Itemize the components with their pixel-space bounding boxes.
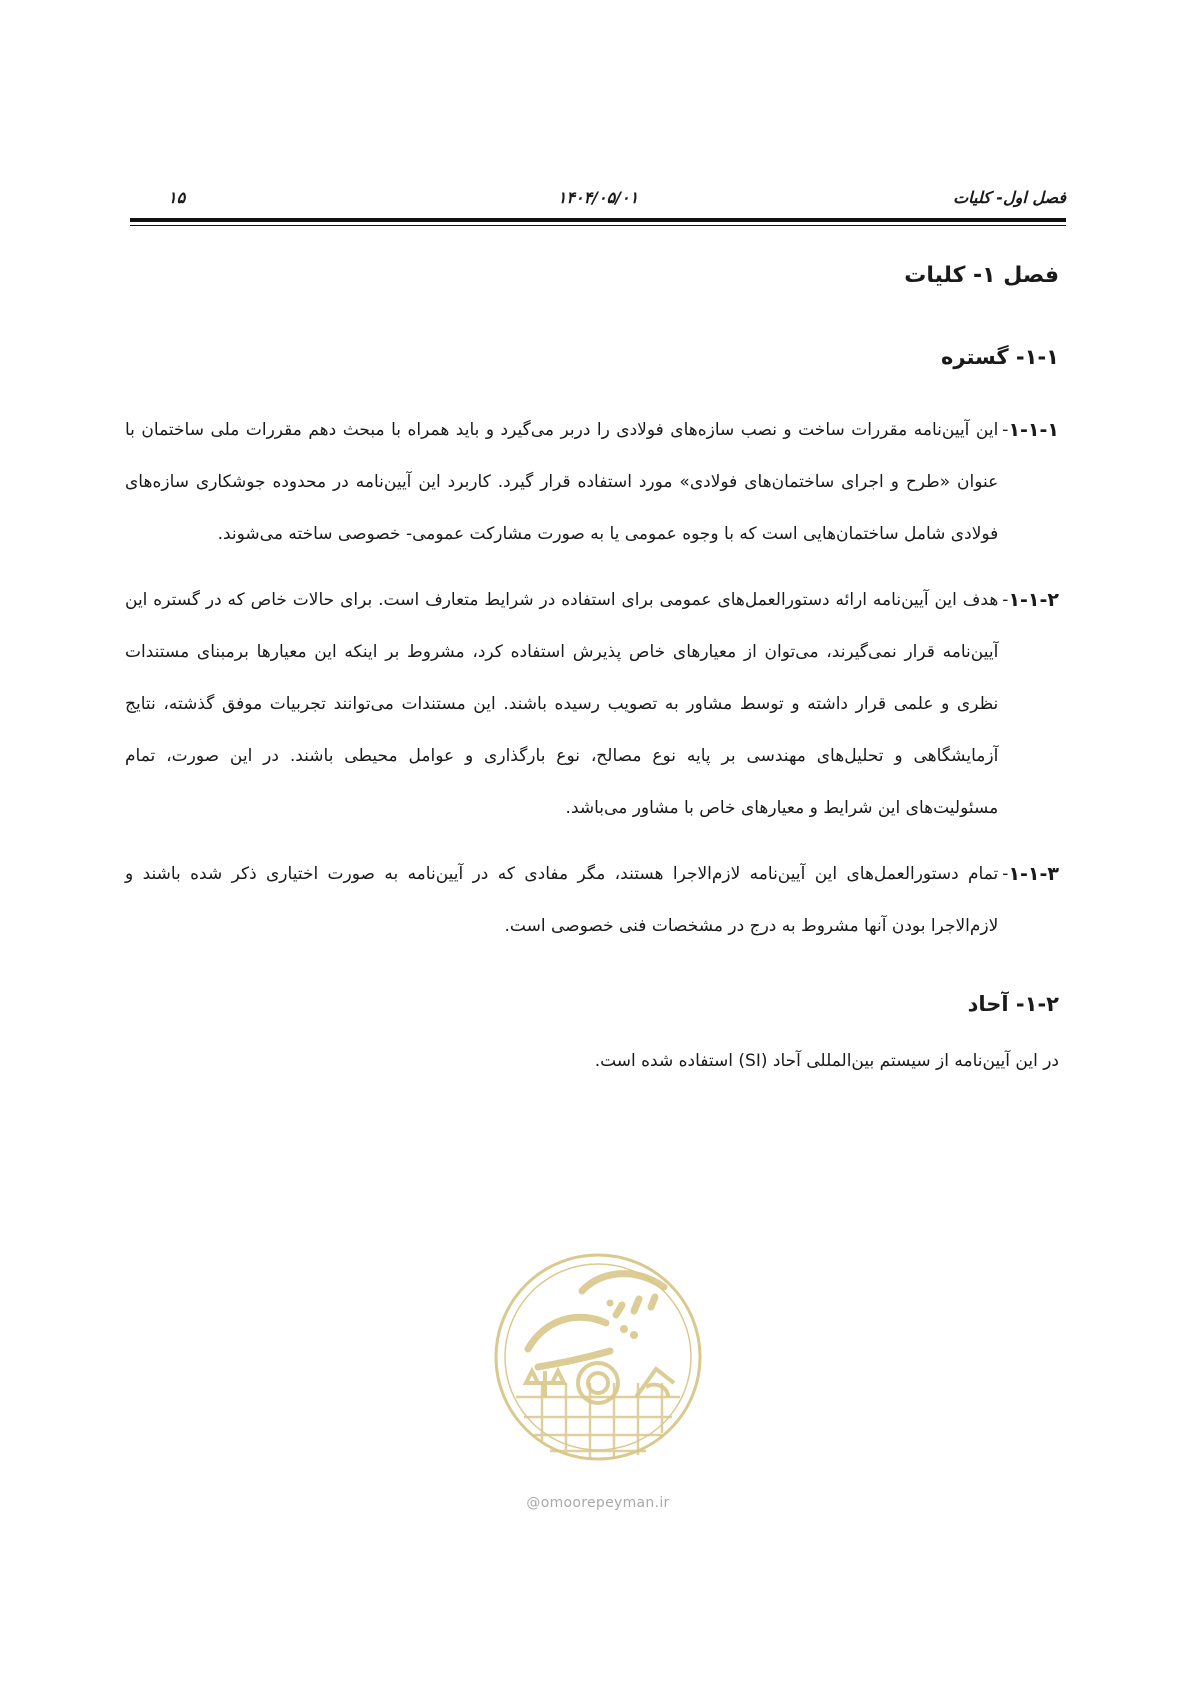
header-rule-thin [130, 225, 1066, 226]
clause-1-1-3 [125, 848, 1059, 952]
units-paragraph: در این آیین‌نامه از سیستم بین‌المللی آحاد (SI) استفاده شده است. [594, 1051, 1059, 1071]
at-icon: @ [526, 1495, 541, 1511]
page-header [130, 186, 1066, 210]
header-rule-thick [130, 218, 1066, 222]
clause-dash: - [1002, 420, 1009, 440]
watermark [486, 1237, 710, 1511]
clause-number: ۱-۱-۲ [1008, 589, 1059, 611]
clause-1-1-2 [125, 574, 1059, 834]
clause-1-1-1 [125, 404, 1059, 560]
page-content [125, 252, 1059, 1077]
clause-text: این آیین‌نامه مقررات ساخت و نصب سازه‌های فولادی را دربر می‌گیرد و باید همراه با مبحث دهم مقررات ملی ساختمان با عنوان «طرح و اجرای ساختمان‌های فولادی» مورد استفاده قرار گیرد. کاربرد این آیین‌نامه در محدوده جوشکاری سازه‌های فولادی شامل ساختمان‌هایی است که با وجوه عمومی یا به صورت مشارکت عمومی- خصوصی ساخته می‌شوند. [125, 420, 999, 544]
chapter-title: فصل ۱- کلیات [904, 263, 1059, 288]
watermark-logo-icon [486, 1237, 710, 1487]
header-date: ۱۴۰۴/۰۵/۰۱ [557, 188, 639, 207]
clause-text: تمام دستورالعمل‌های این آیین‌نامه لازم‌الاجرا هستند، مگر مفادی که در آیین‌نامه به صورت اختیاری ذکر شده باشند و لازم‌الاجرا بودن آنها مشروط به درج در مشخصات فنی خصوصی است. [125, 864, 999, 936]
header-page-number: ۱۵ [168, 188, 186, 207]
watermark-site: omoorepeyman.ir [540, 1495, 670, 1511]
section-title-scope: ۱-۱- گستره [940, 345, 1059, 369]
clause-dash: - [1002, 864, 1009, 884]
watermark-site-text [486, 1495, 710, 1511]
header-chapter-label: فصل اول- کلیات [953, 188, 1066, 207]
clause-text: هدف این آیین‌نامه ارائه دستورالعمل‌های عمومی برای استفاده در شرایط متعارف است. برای حالات خاص که در گستره این آیین‌نامه قرار نمی‌گیرند، می‌توان از معیارهای خاص پذیرش استفاده کرد، مشروط بر اینکه این معیارها برمبنای مستندات نظری و علمی قرار داشته و توسط مشاور به تصویب رسیده باشند. این مستندات می‌توانند تجربیات موفق گذشته، نتایج آزمایشگاهی و تحلیل‌های مهندسی بر پایه نوع مصالح، نوع بارگذاری و عوامل محیطی باشند. در این صورت، تمام مسئولیت‌های این شرایط و معیارهای خاص با مشاور می‌باشد. [125, 590, 999, 818]
section-title-units: ۱-۲- آحاد [967, 992, 1059, 1016]
clause-number: ۱-۱-۳ [1008, 863, 1059, 885]
clause-dash: - [1002, 590, 1009, 610]
clause-number: ۱-۱-۱ [1008, 419, 1059, 441]
